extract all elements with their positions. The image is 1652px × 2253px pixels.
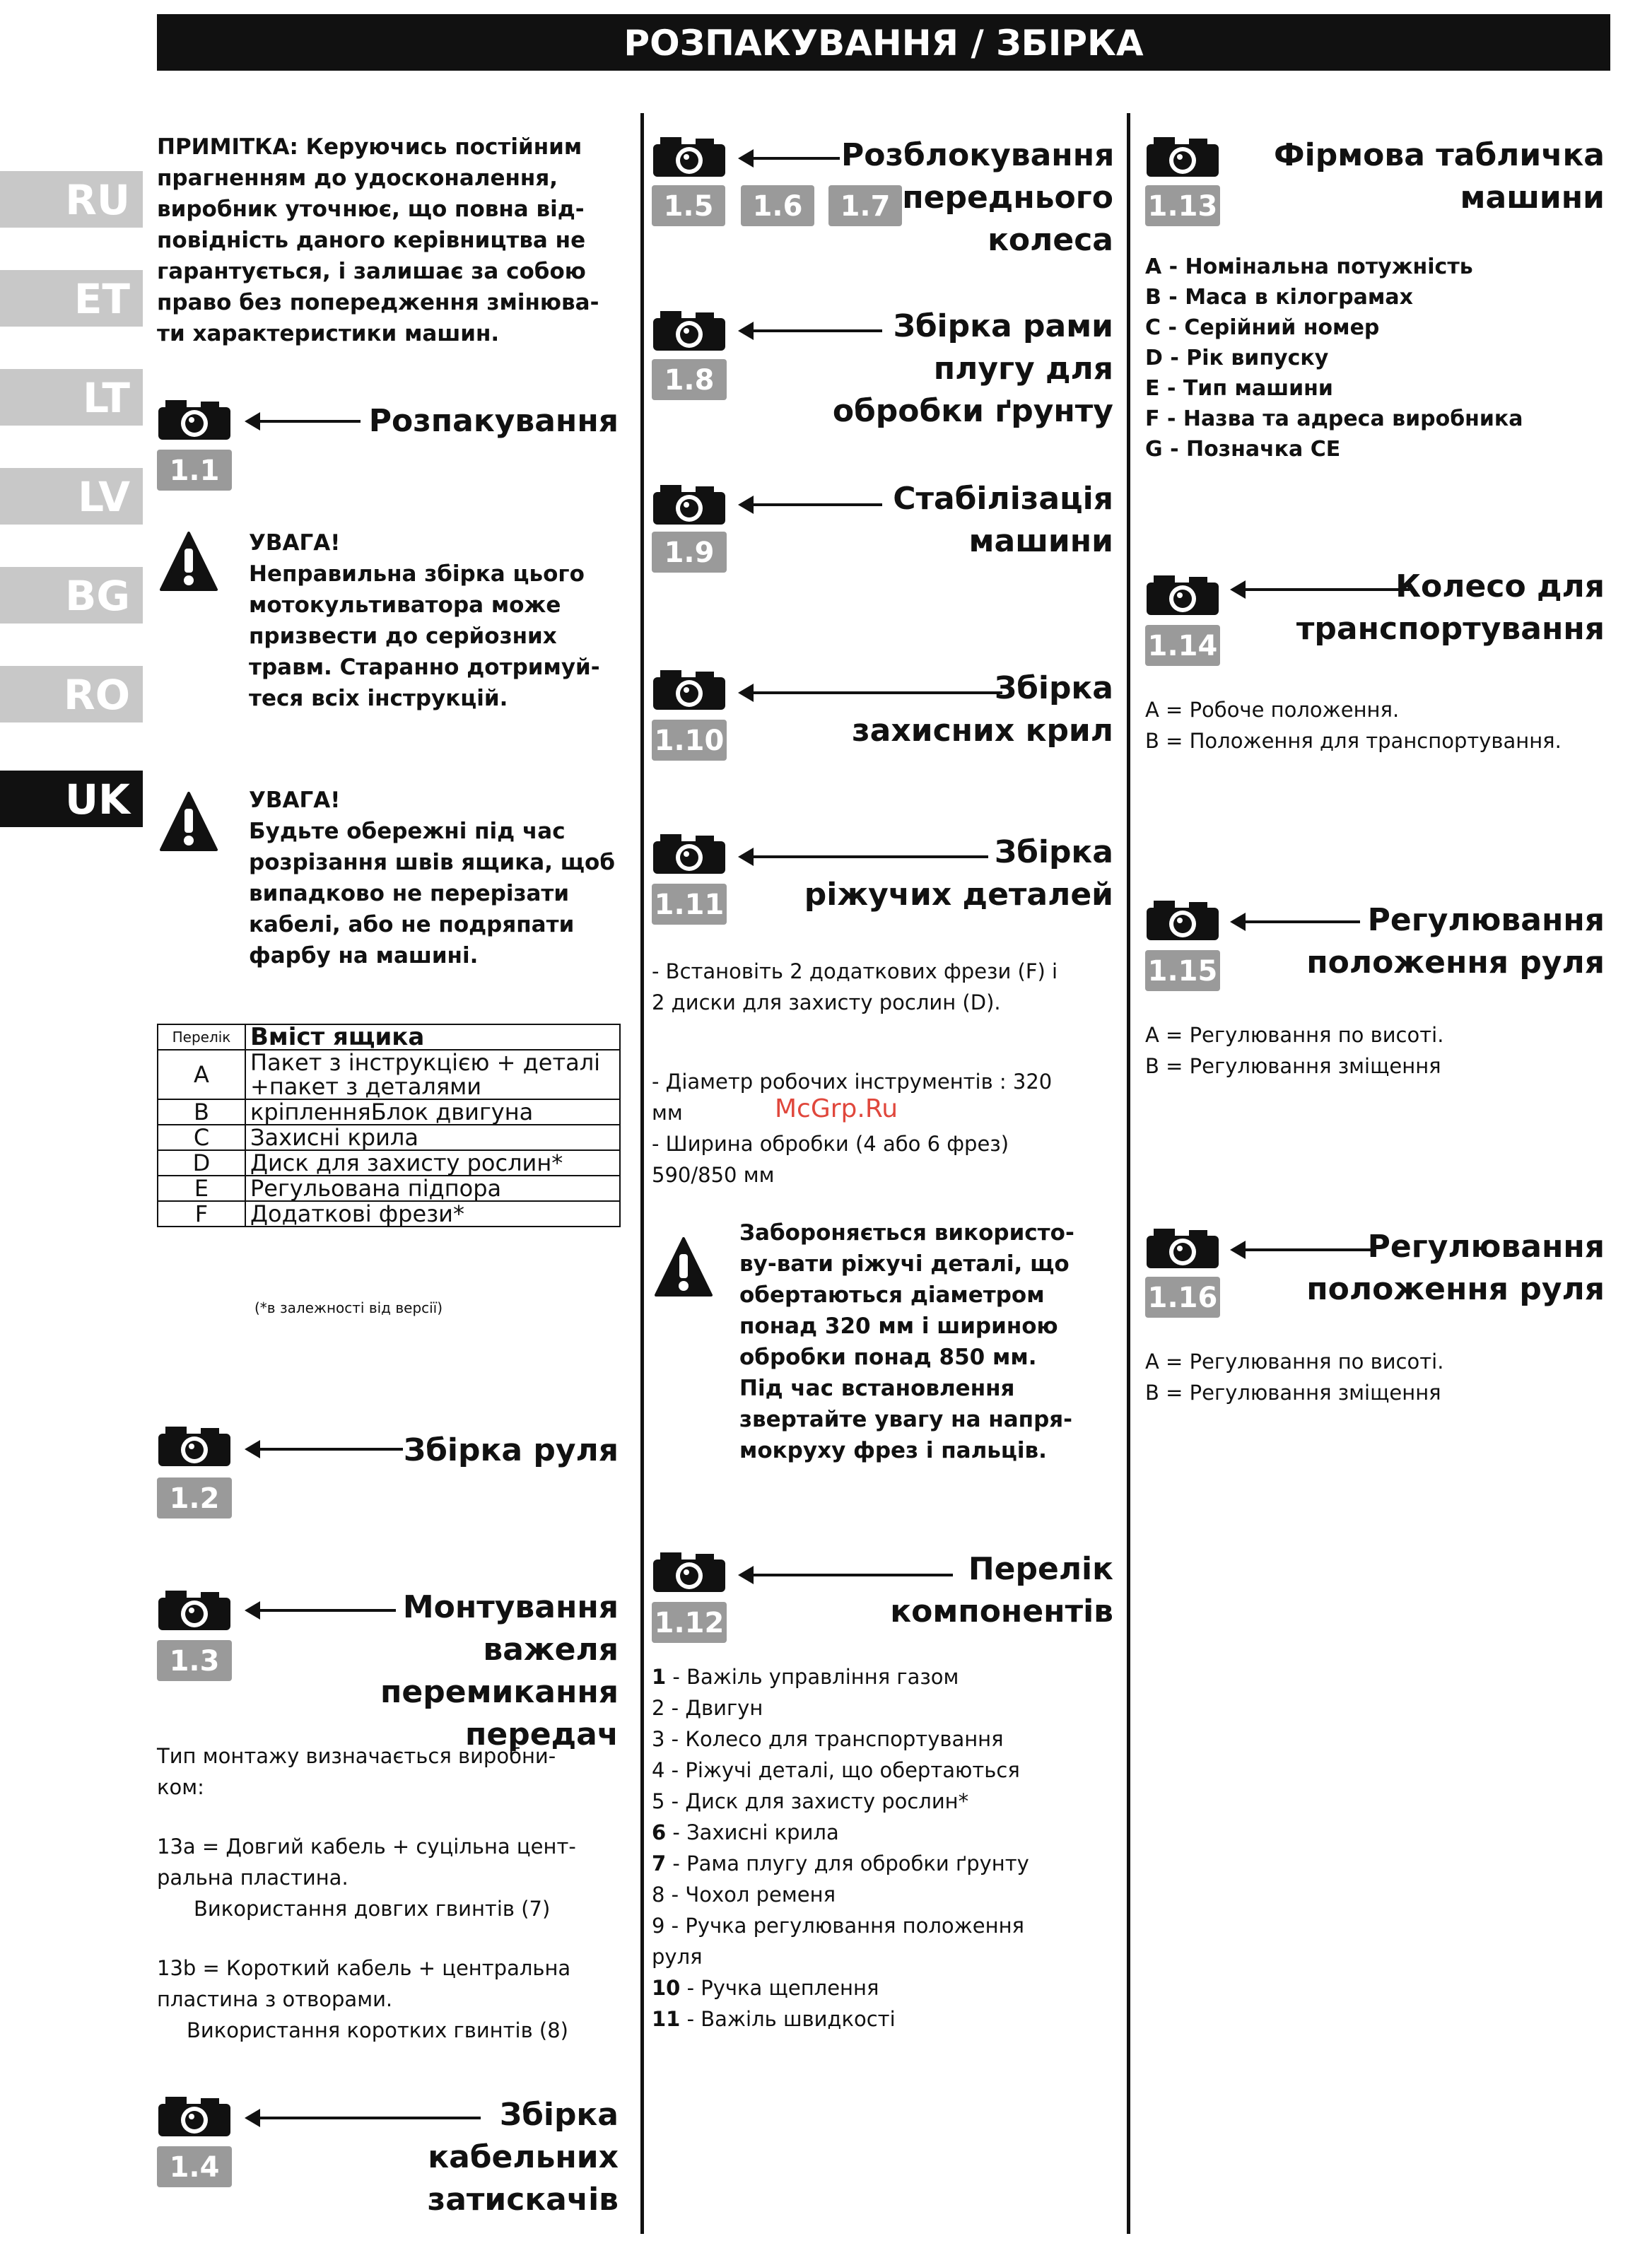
list-item: 9 - Ручка регулювання положення — [652, 1914, 1025, 1938]
camera-icon — [652, 308, 727, 352]
warning-text: Забороняється використо- ву-вати ріжучі деталі, що обертаються діаметром понад 320 мм і шириною обробки понад 850 мм. Під час встановлення звертайте увагу на напря- мокруху фрез і пальців. — [739, 1220, 1074, 1463]
list-item: E - Тип машини — [1145, 376, 1333, 401]
arrow-icon — [741, 157, 840, 160]
arrow-icon — [247, 420, 361, 423]
cutting-specs: - Діаметр робочих інструментів : 320 мм - Ширина обробки (4 або 6 фрез) 590/850 мм — [652, 1070, 1053, 1187]
wheel-text: A = Робоче положення. B = Положення для транспортування. — [1145, 698, 1562, 753]
table-row: C Захисні крила — [158, 1125, 620, 1150]
section-heading: Стабілізація машини — [893, 481, 1113, 559]
figure-badge: 1.7 — [828, 185, 902, 226]
lang-tab-bg[interactable]: BG — [0, 567, 143, 624]
column-divider — [1127, 113, 1130, 2234]
figure-badge: 1.3 — [157, 1640, 232, 1681]
table-header: Перелік — [158, 1024, 245, 1050]
table-row: E Регульована підпора — [158, 1176, 620, 1201]
camera-icon — [157, 1588, 232, 1632]
camera-icon — [652, 831, 727, 875]
figure-badge: 1.8 — [652, 359, 727, 400]
section-heading: Збірка кабельних затискачів — [427, 2097, 619, 2218]
section-heading: Перелік компонентів — [890, 1551, 1113, 1629]
camera-icon — [652, 134, 727, 178]
warning-text: УВАГА! Неправильна збірка цього мотокультиватора може призвести до серйозних травм. Старанно дотримуй- теся всіх інструкцій. — [249, 530, 600, 711]
figure-badge: 1.16 — [1145, 1277, 1220, 1318]
list-item: 1 - Важіль управління газом — [652, 1665, 959, 1689]
figure-badge: 1.13 — [1145, 185, 1220, 226]
warning-icon — [160, 532, 218, 592]
figure-badge: 1.5 — [652, 185, 725, 226]
lang-tab-ro[interactable]: RO — [0, 666, 143, 722]
figure-badge: 1.4 — [157, 2146, 232, 2187]
camera-icon — [652, 667, 727, 711]
list-item: 3 - Колесо для транспортування — [652, 1727, 1004, 1751]
list-item: 6 - Захисні крила — [652, 1820, 839, 1844]
list-item: 5 - Диск для захисту рослин* — [652, 1789, 969, 1813]
lang-tab-et[interactable]: ET — [0, 270, 143, 327]
list-item: D - Рік випуску — [1145, 346, 1329, 370]
section-heading: Регулювання положення руля — [1306, 902, 1605, 981]
box-contents-table — [157, 1024, 621, 1227]
figure-badge: 1.15 — [1145, 950, 1220, 991]
camera-icon — [1145, 573, 1220, 616]
camera-icon — [1145, 1226, 1220, 1270]
list-item: 7 - Рама плугу для обробки ґрунту — [652, 1851, 1029, 1875]
table-row: B кріпленняБлок двигуна — [158, 1099, 620, 1125]
section-heading: Збірка ріжучих деталей — [804, 834, 1113, 913]
list-item: C - Серійний номер — [1145, 315, 1380, 340]
components-list — [652, 1661, 1118, 2035]
figure-badge: 1.6 — [741, 185, 814, 226]
section-heading: Розблокування переднього колеса — [841, 137, 1115, 258]
section-heading: Монтування важеля перемикання передач — [380, 1589, 619, 1752]
mount-13a: 13a = Довгий кабель + суцільна цент- ральна пластина. Використання довгих гвинтів (7) — [157, 1834, 576, 1921]
mount-text: Тип монтажу визначається виробни- ком: — [157, 1744, 556, 1799]
camera-icon — [157, 397, 232, 441]
camera-icon — [1145, 134, 1220, 178]
table-row: D Диск для захисту рослин* — [158, 1150, 620, 1176]
camera-icon — [157, 1424, 232, 1468]
figure-badge: 1.1 — [157, 450, 232, 491]
section-heading: Фірмова табличка машини — [1274, 137, 1605, 216]
lang-tab-uk[interactable]: UK — [0, 771, 143, 827]
figure-badge: 1.10 — [652, 720, 727, 761]
section-heading: Розпакування — [368, 403, 619, 439]
section-heading: Збірка руля — [403, 1432, 619, 1468]
watermark: McGrp.Ru — [775, 1094, 898, 1123]
table-row: F Додаткові фрези* — [158, 1201, 620, 1227]
camera-icon — [652, 482, 727, 526]
list-item: 11 - Важіль швидкості — [652, 2007, 896, 2031]
column-divider — [640, 113, 644, 2234]
note-text: ПРИМІТКА: Керуючись постійним прагненням до удосконалення, виробник уточнює, що повна від- повідність даного керівництва не гарантується, і залишає за собою право без попередження змінюва- ти характеристики машин. — [157, 134, 599, 346]
arrow-icon — [247, 1448, 403, 1451]
warning-icon — [160, 792, 218, 853]
camera-icon — [157, 2094, 232, 2138]
warning-text: УВАГА! Будьте обережні під час розрізання швів ящика, щоб випадково не перерізати кабелі, або не подряпати фарбу на машині. — [249, 788, 615, 969]
list-item: 8 - Чохол ременя — [652, 1883, 836, 1907]
section-heading: Збірка рами плугу для обробки ґрунту — [832, 308, 1113, 429]
figure-badge: 1.14 — [1145, 625, 1220, 666]
list-item: G - Позначка CE — [1145, 437, 1341, 462]
lang-tab-lt[interactable]: LT — [0, 369, 143, 426]
list-item: руля — [652, 1945, 703, 1969]
table-header: Вміст ящика — [245, 1024, 620, 1050]
list-item: 10 - Ручка щеплення — [652, 1976, 879, 2000]
mount-13b: 13b = Короткий кабель + центральна пластина з отворами. Використання коротких гвинтів (8) — [157, 1956, 571, 2042]
handle-adjust-text: A = Регулювання по висоті. B = Регулювання зміщення — [1145, 1023, 1444, 1078]
page-title: РОЗПАКУВАННЯ / ЗБІРКА — [157, 14, 1610, 71]
handle-adjust-text: A = Регулювання по висоті. B = Регулювання зміщення — [1145, 1350, 1444, 1405]
section-heading: Колесо для транспортування — [1296, 568, 1605, 647]
warning-icon — [655, 1237, 713, 1298]
list-item: 4 - Ріжучі деталі, що обертаються — [652, 1758, 1020, 1782]
figure-badge: 1.12 — [652, 1602, 727, 1643]
section-heading: Збірка захисних крил — [852, 670, 1113, 749]
figure-badge: 1.9 — [652, 532, 727, 573]
list-item: A - Номінальна потужність — [1145, 254, 1473, 279]
plate-list — [1145, 252, 1605, 464]
list-item: 2 - Двигун — [652, 1696, 763, 1720]
table-row: A Пакет з інструкцією + деталі +пакет з деталями — [158, 1050, 620, 1099]
cutting-text: - Встановіть 2 додаткових фрези (F) і 2 диски для захисту рослин (D). — [652, 959, 1058, 1014]
camera-icon — [1145, 898, 1220, 942]
lang-tab-ru[interactable]: RU — [0, 171, 143, 228]
lang-tab-lv[interactable]: LV — [0, 468, 143, 525]
list-item: B - Маса в кілограмах — [1145, 285, 1413, 310]
camera-icon — [652, 1550, 727, 1593]
table-footnote: (*в залежності від версії) — [254, 1299, 443, 1316]
list-item: F - Назва та адреса виробника — [1145, 406, 1523, 431]
section-heading: Регулювання положення руля — [1306, 1229, 1605, 1307]
figure-badge: 1.2 — [157, 1477, 232, 1518]
figure-badge: 1.11 — [652, 884, 727, 925]
